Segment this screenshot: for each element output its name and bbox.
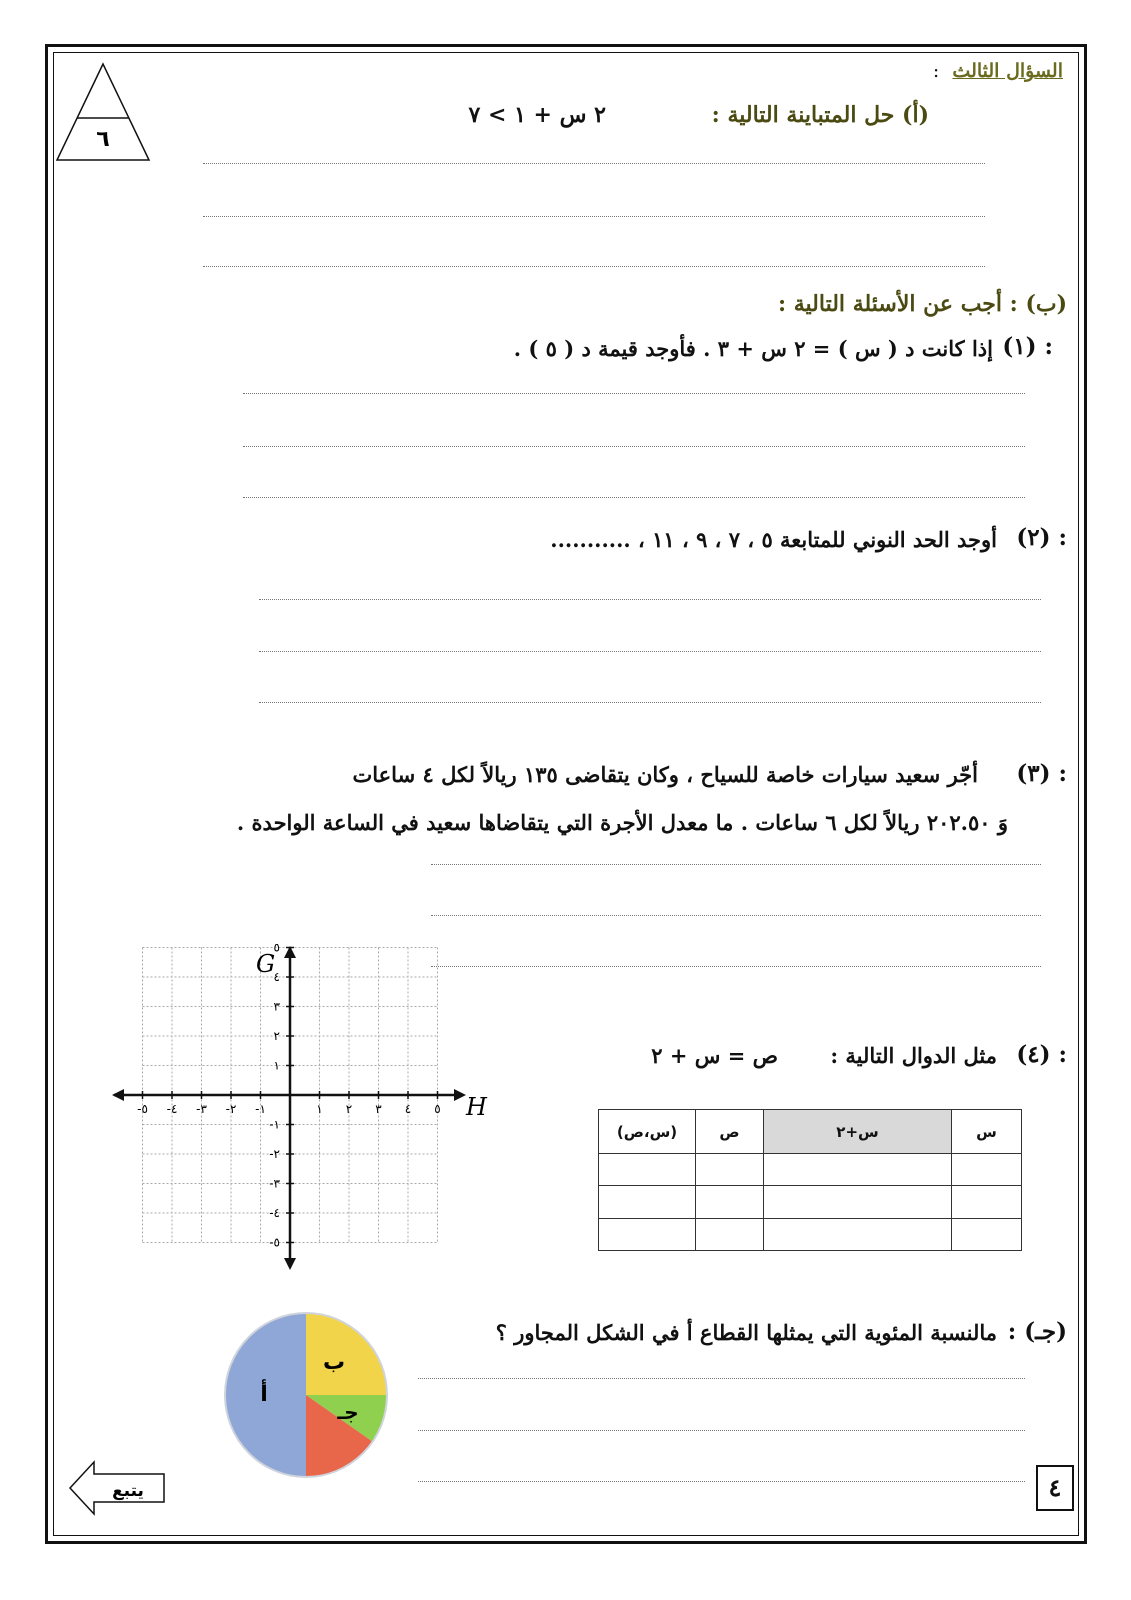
- x-tick-label: -٤: [166, 1102, 178, 1116]
- part-a-label: (أ) حل المتباينة التالية :: [711, 102, 929, 128]
- x-tick-label: -٣: [196, 1102, 207, 1116]
- y-tick-label: -٢: [269, 1147, 280, 1161]
- q4-function: ص = س + ٢: [651, 1043, 778, 1068]
- next-page-label: يتبع: [112, 1481, 144, 1501]
- x-tick-label: ١: [316, 1102, 323, 1116]
- y-tick-label: ٤: [273, 970, 280, 984]
- table-row: [599, 1154, 1022, 1186]
- table-header-pair: (س،ص): [599, 1110, 696, 1154]
- x-axis-arrow-right: [454, 1089, 466, 1101]
- part-b-label: (ب) : أجب عن الأسئلة التالية :: [777, 291, 1067, 317]
- answer-line[interactable]: [203, 163, 985, 164]
- pie-label-b: ب: [322, 1350, 346, 1375]
- answer-line[interactable]: [203, 266, 985, 267]
- table-cell[interactable]: [952, 1218, 1022, 1250]
- next-page-arrow[interactable]: [68, 1458, 168, 1518]
- y-tick-label: -٥: [269, 1235, 280, 1250]
- heading-colon: :: [932, 60, 940, 82]
- score-triangle: [55, 62, 151, 164]
- table-cell[interactable]: [764, 1218, 952, 1250]
- part-a-inequality: ٢ س + ١ > ٧: [468, 102, 606, 128]
- part-c-label: (جـ) :: [1007, 1318, 1067, 1345]
- x-tick-label: ٤: [404, 1102, 412, 1116]
- answer-line[interactable]: [431, 966, 1041, 967]
- answer-line[interactable]: [431, 864, 1041, 865]
- x-tick-label: -٥: [137, 1102, 148, 1116]
- q4-number: (٤) :: [1016, 1041, 1067, 1068]
- answer-line[interactable]: [243, 446, 1025, 447]
- table-cell[interactable]: [764, 1154, 952, 1186]
- x-tick-label: ٢: [345, 1102, 353, 1116]
- axes: [112, 946, 466, 1270]
- x-tick-label: ٣: [375, 1102, 382, 1116]
- x-tick-label: -١: [255, 1102, 266, 1116]
- score-value: ٦: [96, 127, 110, 152]
- y-axis-label: G: [256, 950, 276, 978]
- table-cell[interactable]: [764, 1186, 952, 1218]
- part-c-text: مالنسبة المئوية التي يمثلها القطاع أ في الشكل المجاور ؟: [495, 1320, 997, 1345]
- y-axis-arrow-down: [284, 1258, 296, 1270]
- section-title: السؤال الثالث: [952, 60, 1063, 82]
- coordinate-grid[interactable]: [110, 944, 510, 1274]
- table-cell[interactable]: [696, 1218, 764, 1250]
- answer-line[interactable]: [259, 702, 1041, 703]
- answer-line[interactable]: [418, 1430, 1025, 1431]
- values-table: [598, 1109, 1022, 1251]
- table-header-y: ص: [696, 1110, 764, 1154]
- q3-line1: أجّر سعيد سيارات خاصة للسياح ، وكان يتقاضى ١٣٥ ريالاً لكل ٤ ساعات: [352, 762, 978, 787]
- pie-slice-b: [306, 1311, 392, 1395]
- section-heading: [933, 60, 1063, 82]
- pie-label-c: جـ: [337, 1400, 359, 1424]
- answer-line[interactable]: [259, 651, 1041, 652]
- x-axis-arrow-left: [112, 1089, 124, 1101]
- q2-number: (٢) :: [1016, 524, 1067, 551]
- x-axis-label: H: [466, 1093, 487, 1121]
- answer-line[interactable]: [243, 497, 1025, 498]
- table-row: [599, 1186, 1022, 1218]
- q4-text: مثل الدوال التالية :: [830, 1043, 997, 1068]
- x-tick-label: ٥: [434, 1102, 441, 1116]
- y-tick-label: ١: [273, 1058, 280, 1073]
- page-border-inner: [53, 52, 1079, 1536]
- y-tick-label: ٣: [273, 999, 280, 1014]
- table-header-x: س: [952, 1110, 1022, 1154]
- y-tick-label: ٥: [273, 944, 280, 955]
- answer-line[interactable]: [243, 393, 1025, 394]
- table-row: [599, 1218, 1022, 1250]
- q1-text: إذا كانت د ( س ) = ٢ س + ٣ . فأوجد قيمة د ( ٥ ) .: [513, 336, 993, 361]
- table-header-x-plus-2: س+٢: [764, 1110, 952, 1154]
- table-cell[interactable]: [599, 1186, 696, 1218]
- table-cell[interactable]: [599, 1218, 696, 1250]
- page-number: ٤: [1036, 1465, 1074, 1511]
- q3-number: (٣) :: [1016, 760, 1067, 787]
- q1-number: (١) :: [1002, 333, 1053, 360]
- y-tick-label: ٢: [273, 1029, 280, 1043]
- answer-line[interactable]: [431, 915, 1041, 916]
- table-cell[interactable]: [696, 1154, 764, 1186]
- table-cell[interactable]: [952, 1154, 1022, 1186]
- table-cell[interactable]: [952, 1186, 1022, 1218]
- pie-label-a: أ: [260, 1382, 268, 1407]
- q2-text: أوجد الحد النوني للمتابعة ٥ ، ٧ ، ٩ ، ١١ ، ...........: [550, 527, 997, 552]
- x-tick-label: -٢: [225, 1102, 237, 1116]
- y-tick-label: -١: [269, 1117, 280, 1132]
- answer-line[interactable]: [418, 1481, 1025, 1482]
- y-tick-label: -٣: [269, 1176, 280, 1191]
- answer-line[interactable]: [259, 599, 1041, 600]
- answer-line[interactable]: [203, 216, 985, 217]
- table-cell[interactable]: [696, 1186, 764, 1218]
- answer-line[interactable]: [418, 1378, 1025, 1379]
- table-cell[interactable]: [599, 1154, 696, 1186]
- y-tick-label: -٤: [269, 1206, 280, 1220]
- q3-line2: وَ ٢٠٢.٥٠ ريالاً لكل ٦ ساعات . ما معدل الأجرة التي يتقاضاها سعيد في الساعة الواحدة .: [236, 810, 1008, 835]
- pie-chart: [222, 1311, 392, 1479]
